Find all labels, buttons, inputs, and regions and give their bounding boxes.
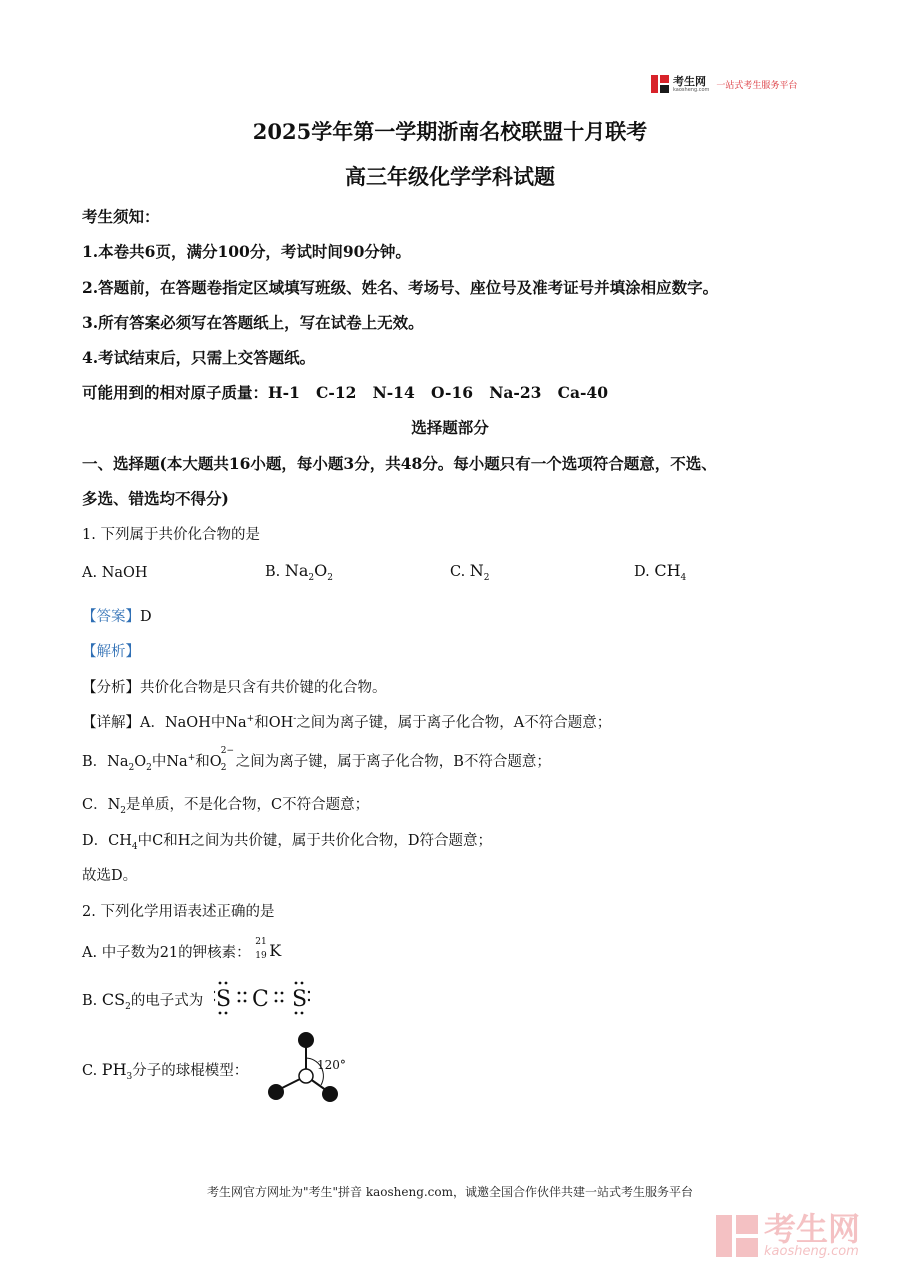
answer-value: D bbox=[140, 609, 152, 625]
q1-option-d: D. $CH_4$ bbox=[634, 561, 687, 584]
atom-c: C bbox=[252, 987, 269, 1012]
watermark-logo-icon bbox=[716, 1215, 758, 1257]
atomic-masses: 可能用到的相对原子质量：H-1 C-12 N-14 O-16 Na-23 Ca-40 bbox=[82, 383, 608, 402]
bond-angle-label: 120° bbox=[317, 1058, 346, 1072]
watermark bbox=[716, 1210, 861, 1259]
atom-s-left: S bbox=[216, 987, 232, 1012]
q2-option-b: B. $CS_2$的电子式为 bbox=[82, 990, 204, 1013]
q1-detail-c: C．$N_2$是单质，不是化合物，C不符合题意； bbox=[82, 797, 370, 816]
q1-option-c: C. $N_2$ bbox=[450, 561, 490, 584]
logo-slogan: 一站式考生服务平台 bbox=[716, 80, 798, 91]
part1-instruction: 一、选择题(本大题共16小题，每小题3分，共48分。每小题只有一个选项符合题意，不选、 bbox=[82, 454, 717, 473]
kaosheng-logo-icon bbox=[651, 75, 669, 93]
notice-item-4: 4.考试结束后，只需上交答题纸。 bbox=[82, 348, 316, 367]
q1-detail-b: B．$Na_2O_2$中Na+和O 2− 2 之间为离子键，属于离子化合物，B不符合题意； bbox=[82, 746, 551, 773]
header-logo bbox=[651, 74, 797, 94]
part1-instruction-cont: 多选、错选均不得分) bbox=[82, 489, 229, 508]
q1-detail-a: 【详解】A．NaOH中Na+和OH-之间为离子键，属于离子化合物，A不符合题意； bbox=[82, 714, 612, 731]
notice-item-1: 1.本卷共6页，满分100分，考试时间90分钟。 bbox=[82, 242, 411, 261]
q1-answer bbox=[82, 605, 152, 626]
section-title: 选择题部分 bbox=[411, 418, 489, 437]
q1-conclusion: 故选D。 bbox=[82, 868, 138, 884]
answer-tag: 【答案】 bbox=[82, 609, 140, 625]
q2-option-a: A. 中子数为21的钾核素： 21 19 K bbox=[82, 937, 282, 961]
q1-option-a: A. NaOH bbox=[82, 565, 148, 581]
q1-fenxi: 【分析】共价化合物是只含有共价键的化合物。 bbox=[82, 680, 387, 696]
q1-detail-d: D．$CH_4$中C和H之间为共价键，属于共价化合物，D符合题意； bbox=[82, 833, 492, 852]
q1-stem: 1. 下列属于共价化合物的是 bbox=[82, 527, 260, 543]
exam-title: 2025学年第一学期浙南名校联盟十月联考 bbox=[252, 119, 648, 144]
notice-heading: 考生须知： bbox=[82, 207, 160, 226]
exam-subtitle: 高三年级化学学科试题 bbox=[345, 164, 555, 189]
logo-name: 考生网 bbox=[673, 74, 706, 88]
q1-option-b: B. $Na_2O_2$ bbox=[265, 561, 334, 584]
atom-h-left bbox=[268, 1084, 284, 1100]
notice-item-3: 3.所有答案必须写在答题纸上，写在试卷上无效。 bbox=[82, 313, 424, 332]
ph3-ball-stick-model bbox=[262, 1028, 350, 1108]
logo-domain: kaosheng.com bbox=[673, 86, 710, 93]
notice-item-2: 2.答题前，在答题卷指定区域填写班级、姓名、考场号、座位号及准考证号并填涂相应数字。 bbox=[82, 278, 719, 297]
atom-p bbox=[299, 1069, 313, 1083]
q2-option-c: C. $PH_3$分子的球棍模型： bbox=[82, 1060, 249, 1083]
atom-h-top bbox=[298, 1032, 314, 1048]
q2-stem: 2. 下列化学用语表述正确的是 bbox=[82, 904, 275, 920]
watermark-domain: kaosheng.com bbox=[764, 1244, 859, 1259]
analysis-tag: 【解析】 bbox=[82, 644, 140, 660]
watermark-name: 考生网 bbox=[764, 1210, 861, 1248]
page-footer: 考生网官方网址为"考生"拼音 kaosheng.com，诚邀全国合作伙伴共建一站式考生服务平台 bbox=[206, 1185, 694, 1199]
atom-s-right: S bbox=[292, 987, 308, 1012]
cs2-electron-formula bbox=[214, 980, 310, 1016]
atom-h-right bbox=[322, 1086, 338, 1102]
